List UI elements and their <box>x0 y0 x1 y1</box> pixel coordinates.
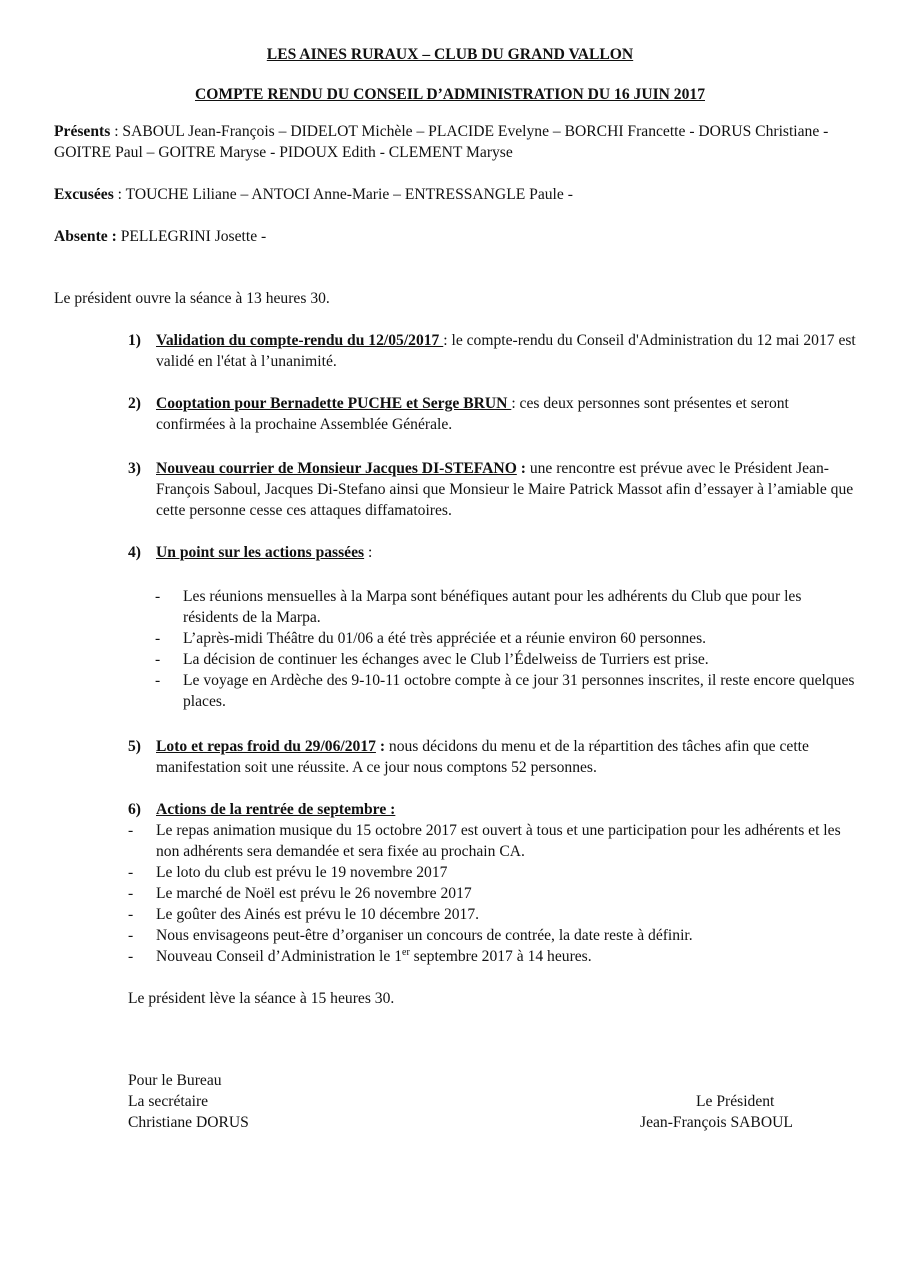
dash-marker: - <box>128 948 134 965</box>
dash-marker: - <box>128 927 134 944</box>
signature-right-line1: Le Président <box>696 1093 775 1110</box>
excusees-label: Excusées <box>54 186 114 203</box>
list-item-text: Nouveau Conseil d’Administration le 1 <box>156 948 402 965</box>
item-text: : <box>364 544 373 561</box>
document-title: LES AINES RURAUX – CLUB DU GRAND VALLON <box>266 46 634 63</box>
list-item-text: Le loto du club est prévu le 19 novembre 2017 <box>156 864 448 881</box>
agenda-item-6 <box>128 799 858 820</box>
item-number: 3) <box>128 460 141 477</box>
september-actions-list <box>128 820 858 967</box>
dash-marker: - <box>155 630 161 647</box>
list-item <box>128 820 858 862</box>
list-item-text-end: septembre 2017 à 14 heures. <box>409 948 592 965</box>
item-text: : ces deux personnes sont présentes et seront confirmées à la prochaine Assemblée Générale. <box>156 395 789 433</box>
list-item <box>155 586 855 628</box>
absente-text: PELLEGRINI Josette - <box>116 228 267 245</box>
list-item-text: Le marché de Noël est prévu le 26 novembre 2017 <box>156 885 472 902</box>
document-subtitle: COMPTE RENDU DU CONSEIL D’ADMINISTRATION DU 16 JUIN 2017 <box>194 86 705 103</box>
item-number: 1) <box>128 332 141 349</box>
attendance-absente <box>54 226 854 247</box>
presents-label: Présents <box>54 123 111 140</box>
item-heading: Validation du compte-rendu du 12/05/2017 <box>156 332 444 349</box>
list-item-text: Le goûter des Ainés est prévu le 10 décembre 2017. <box>156 906 480 923</box>
item-heading-suffix: : <box>375 738 386 755</box>
absente-label: Absente : <box>54 228 117 245</box>
list-item-text: La décision de continuer les échanges avec le Club l’Édelweiss de Turriers est prise. <box>183 651 709 668</box>
dash-marker: - <box>155 588 161 605</box>
signature-left-line1: Pour le Bureau <box>128 1072 222 1089</box>
item-number: 5) <box>128 738 141 755</box>
opening-statement: Le président ouvre la séance à 13 heures 30. <box>54 290 330 307</box>
item-heading-suffix: : <box>516 460 526 477</box>
attendance-presents <box>54 121 854 163</box>
signature-right <box>640 1091 840 1133</box>
list-item <box>128 946 858 967</box>
signature-left <box>128 1070 249 1133</box>
agenda-item-4 <box>128 542 858 563</box>
list-item <box>128 883 858 904</box>
list-item <box>128 904 858 925</box>
item-number: 6) <box>128 801 141 818</box>
item-heading: Actions de la rentrée de septembre : <box>156 801 396 818</box>
item-number: 2) <box>128 395 141 412</box>
list-item-text: Le repas animation musique du 15 octobre 2017 est ouvert à tous et une participation pour les adhérents et les non adhérents sera demandée et sera fixée au prochain CA. <box>156 822 841 860</box>
dash-marker: - <box>128 822 134 839</box>
item-heading: Loto et repas froid du 29/06/2017 <box>156 738 376 755</box>
item-text: une rencontre est prévue avec le Président Jean-François Saboul, Jacques Di-Stefano ainsi que Monsieur le Maire Patrick Massot afin d’essayer à l’amiable que cette personne cesse ces attaques diffamatoires. <box>156 460 854 519</box>
agenda-item-1 <box>128 330 858 372</box>
list-item <box>128 862 858 883</box>
attendance-excusees <box>54 184 854 205</box>
dash-marker: - <box>155 672 161 689</box>
excusees-text: : TOUCHE Liliane – ANTOCI Anne-Marie – ENTRESSANGLE Paule - <box>113 186 573 203</box>
item-heading: Cooptation pour Bernadette PUCHE et Serge BRUN <box>156 395 512 412</box>
agenda-item-2 <box>128 393 858 435</box>
list-item-text: Nous envisageons peut-être d’organiser un concours de contrée, la date reste à définir. <box>156 927 693 944</box>
item-text: nous décidons du menu et de la répartition des tâches afin que cette manifestation soit une réussite. A ce jour nous comptons 52 personnes. <box>156 738 809 776</box>
list-item-text: Les réunions mensuelles à la Marpa sont bénéfiques autant pour les adhérents du Club que pour les résidents de la Marpa. <box>183 588 802 626</box>
list-item <box>155 649 855 670</box>
item-text: : le compte-rendu du Conseil d'Administration du 12 mai 2017 est validé en l'état à l’unanimité. <box>156 332 856 370</box>
list-item <box>155 670 855 712</box>
list-item <box>128 925 858 946</box>
agenda-item-3 <box>128 458 858 521</box>
signature-right-line2: Jean-François SABOUL <box>640 1114 793 1131</box>
item-number: 4) <box>128 544 141 561</box>
presents-text: : SABOUL Jean-François – DIDELOT Michèle – PLACIDE Evelyne – BORCHI Francette - DORUS Christiane - GOITRE Paul – GOITRE Maryse - PIDOUX Edith - CLEMENT Maryse <box>54 123 829 161</box>
signature-left-line2: La secrétaire <box>128 1093 209 1110</box>
item-heading: Nouveau courrier de Monsieur Jacques DI-STEFANO <box>156 460 517 477</box>
item-heading: Un point sur les actions passées <box>156 544 365 561</box>
ordinal-superscript: er <box>402 946 410 958</box>
agenda-item-5 <box>128 736 858 778</box>
dash-marker: - <box>128 864 134 881</box>
dash-marker: - <box>128 906 134 923</box>
closing-statement: Le président lève la séance à 15 heures 30. <box>128 990 395 1007</box>
list-item-text: Le voyage en Ardèche des 9-10-11 octobre compte à ce jour 31 personnes inscrites, il reste encore quelques places. <box>183 672 855 710</box>
list-item-text: L’après-midi Théâtre du 01/06 a été très appréciée et a réunie environ 60 personnes. <box>183 630 707 647</box>
list-item <box>155 628 855 649</box>
dash-marker: - <box>128 885 134 902</box>
past-actions-list <box>155 586 855 712</box>
signature-left-line3: Christiane DORUS <box>128 1114 249 1131</box>
dash-marker: - <box>155 651 161 668</box>
